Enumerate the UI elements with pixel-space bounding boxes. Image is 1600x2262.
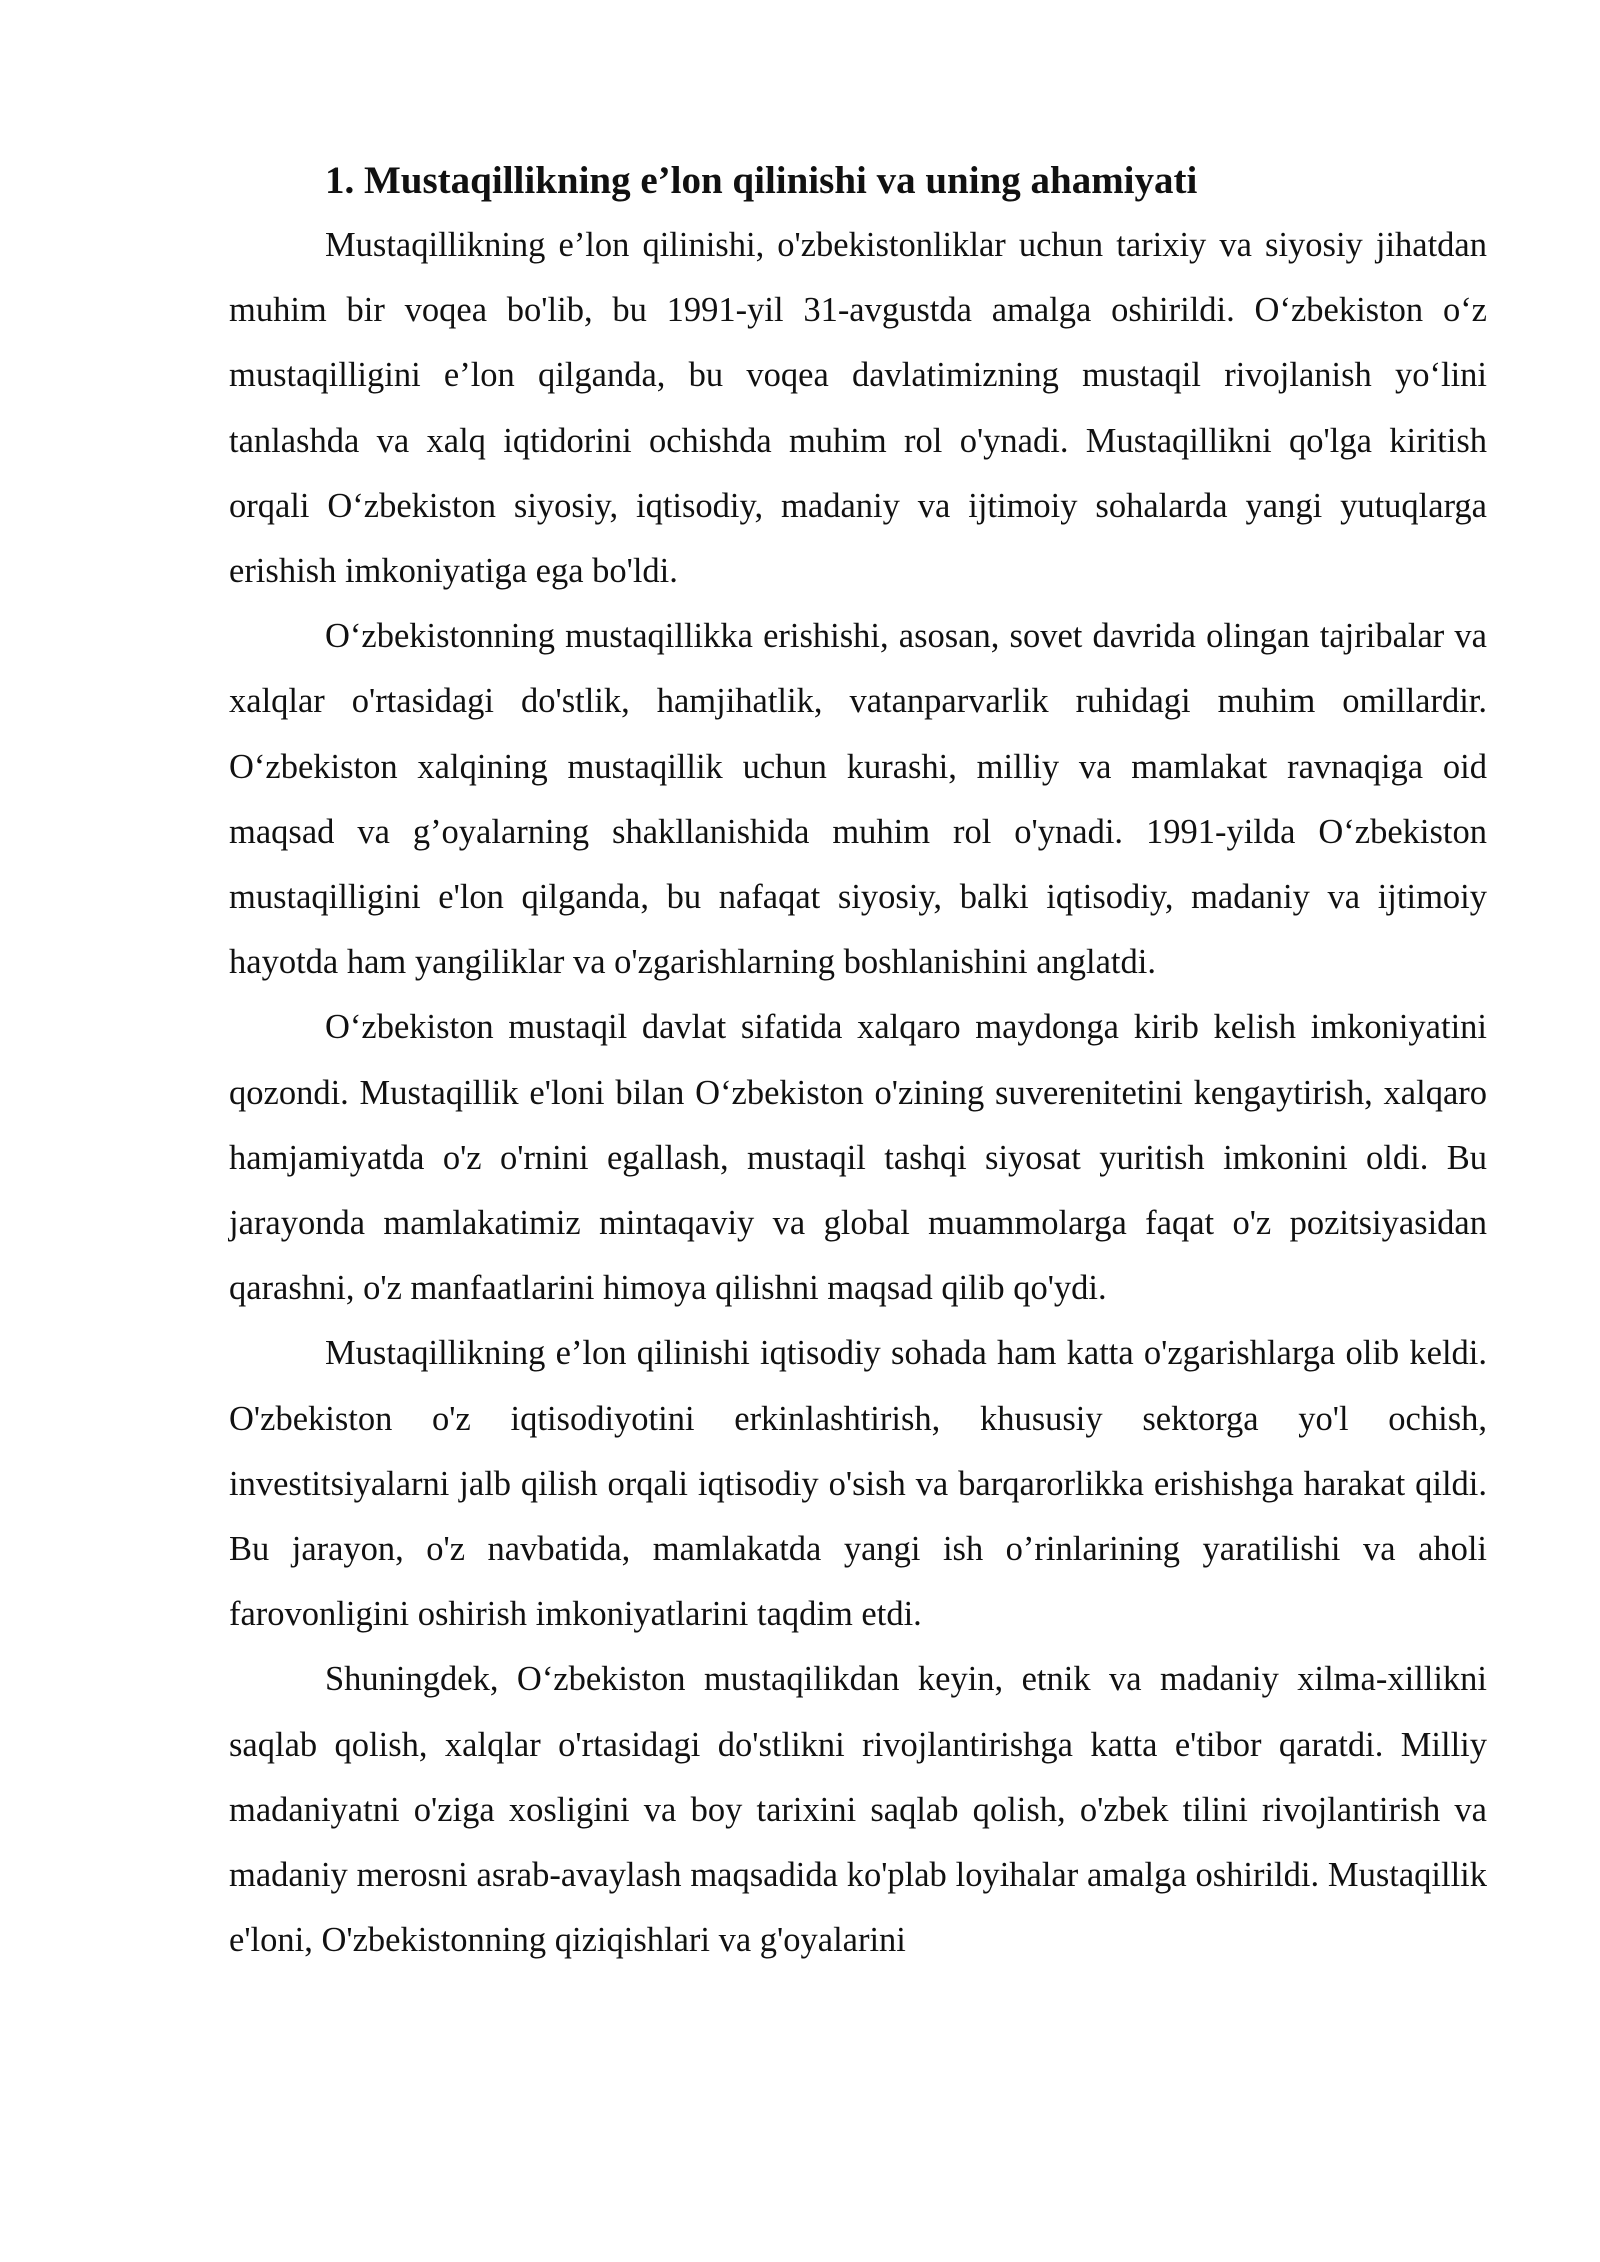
- paragraph-3: O‘zbekiston mustaqil davlat sifatida xalqaro maydonga kirib kelish imkoniyatini qozondi. Mustaqillik e'loni bilan O‘zbekiston o'zining suverenitetini kengaytirish, xalqaro hamjamiyatda o'z o'rnini egallash, mustaqil tashqi siyosat yuritish imkonini oldi. Bu jarayonda mamlakatimiz mintaqaviy va global muammolarga faqat o'z pozitsiyasidan qarashni, o'z manfaatlarini himoya qilishni maqsad qilib qo'ydi.: [229, 1008, 1487, 1308]
- paragraph-1: Mustaqillikning e’lon qilinishi, o'zbekistonliklar uchun tarixiy va siyosiy jihatdan muhim bir voqea bo'lib, bu 1991-yil 31-avgustda amalga oshirildi. O‘zbekiston o‘z mustaqilligini e’lon qilganda, bu voqea davlatimizning mustaqil rivojlanish yo‘lini tanlashda va xalq iqtidorini ochishda muhim rol o'ynadi. Mustaqillikni qo'lga kiritish orqali O‘zbekiston siyosiy, iqtisodiy, madaniy va ijtimoiy sohalarda yangi yutuqlarga erishish imkoniyatiga ega bo'ldi.: [229, 226, 1487, 591]
- paragraph-2: O‘zbekistonning mustaqillikka erishishi, asosan, sovet davrida olingan tajribalar va xalqlar o'rtasidagi do'stlik, hamjihatlik, vatanparvarlik ruhidagi muhim omillardir. O‘zbekiston xalqining mustaqillik uchun kurashi, milliy va mamlakat ravnaqiga oid maqsad va g’oyalarning shakllanishida muhim rol o'ynadi. 1991-yilda O‘zbekiston mustaqilligini e'lon qilganda, bu nafaqat siyosiy, balki iqtisodiy, madaniy va ijtimoiy hayotda ham yangiliklar va o'zgarishlarning boshlanishini anglatdi.: [229, 617, 1487, 982]
- paragraph-4: Mustaqillikning e’lon qilinishi iqtisodiy sohada ham katta o'zgarishlarga olib keldi. O'zbekiston o'z iqtisodiyotini erkinlashtirish, khususiy sektorga yo'l ochish, investitsiyalarni jalb qilish orqali iqtisodiy o'sish va barqarorlikka erishishga harakat qildi. Bu jarayon, o'z navbatida, mamlakatda yangi ish o’rinlarining yaratilishi va aholi farovonligini oshirish imkoniyatlarini taqdim etdi.: [229, 1334, 1487, 1634]
- section-heading: 1. Mustaqillikning e’lon qilinishi va uning ahamiyati: [325, 159, 1198, 202]
- paragraph-5: Shuningdek, O‘zbekiston mustaqilikdan keyin, etnik va madaniy xilma-xillikni saqlab qolish, xalqlar o'rtasidagi do'stlikni rivojlantirishga katta e'tibor qaratdi. Milliy madaniyatni o'ziga xosligini va boy tarixini saqlab qolish, o'zbek tilini rivojlantirish va madaniy merosni asrab-avaylash maqsadida ko'plab loyihalar amalga oshirildi. Mustaqillik e'loni, O'zbekistonning qiziqishlari va g'oyalarini: [229, 1660, 1487, 1960]
- document-body: [229, 148, 1487, 1973]
